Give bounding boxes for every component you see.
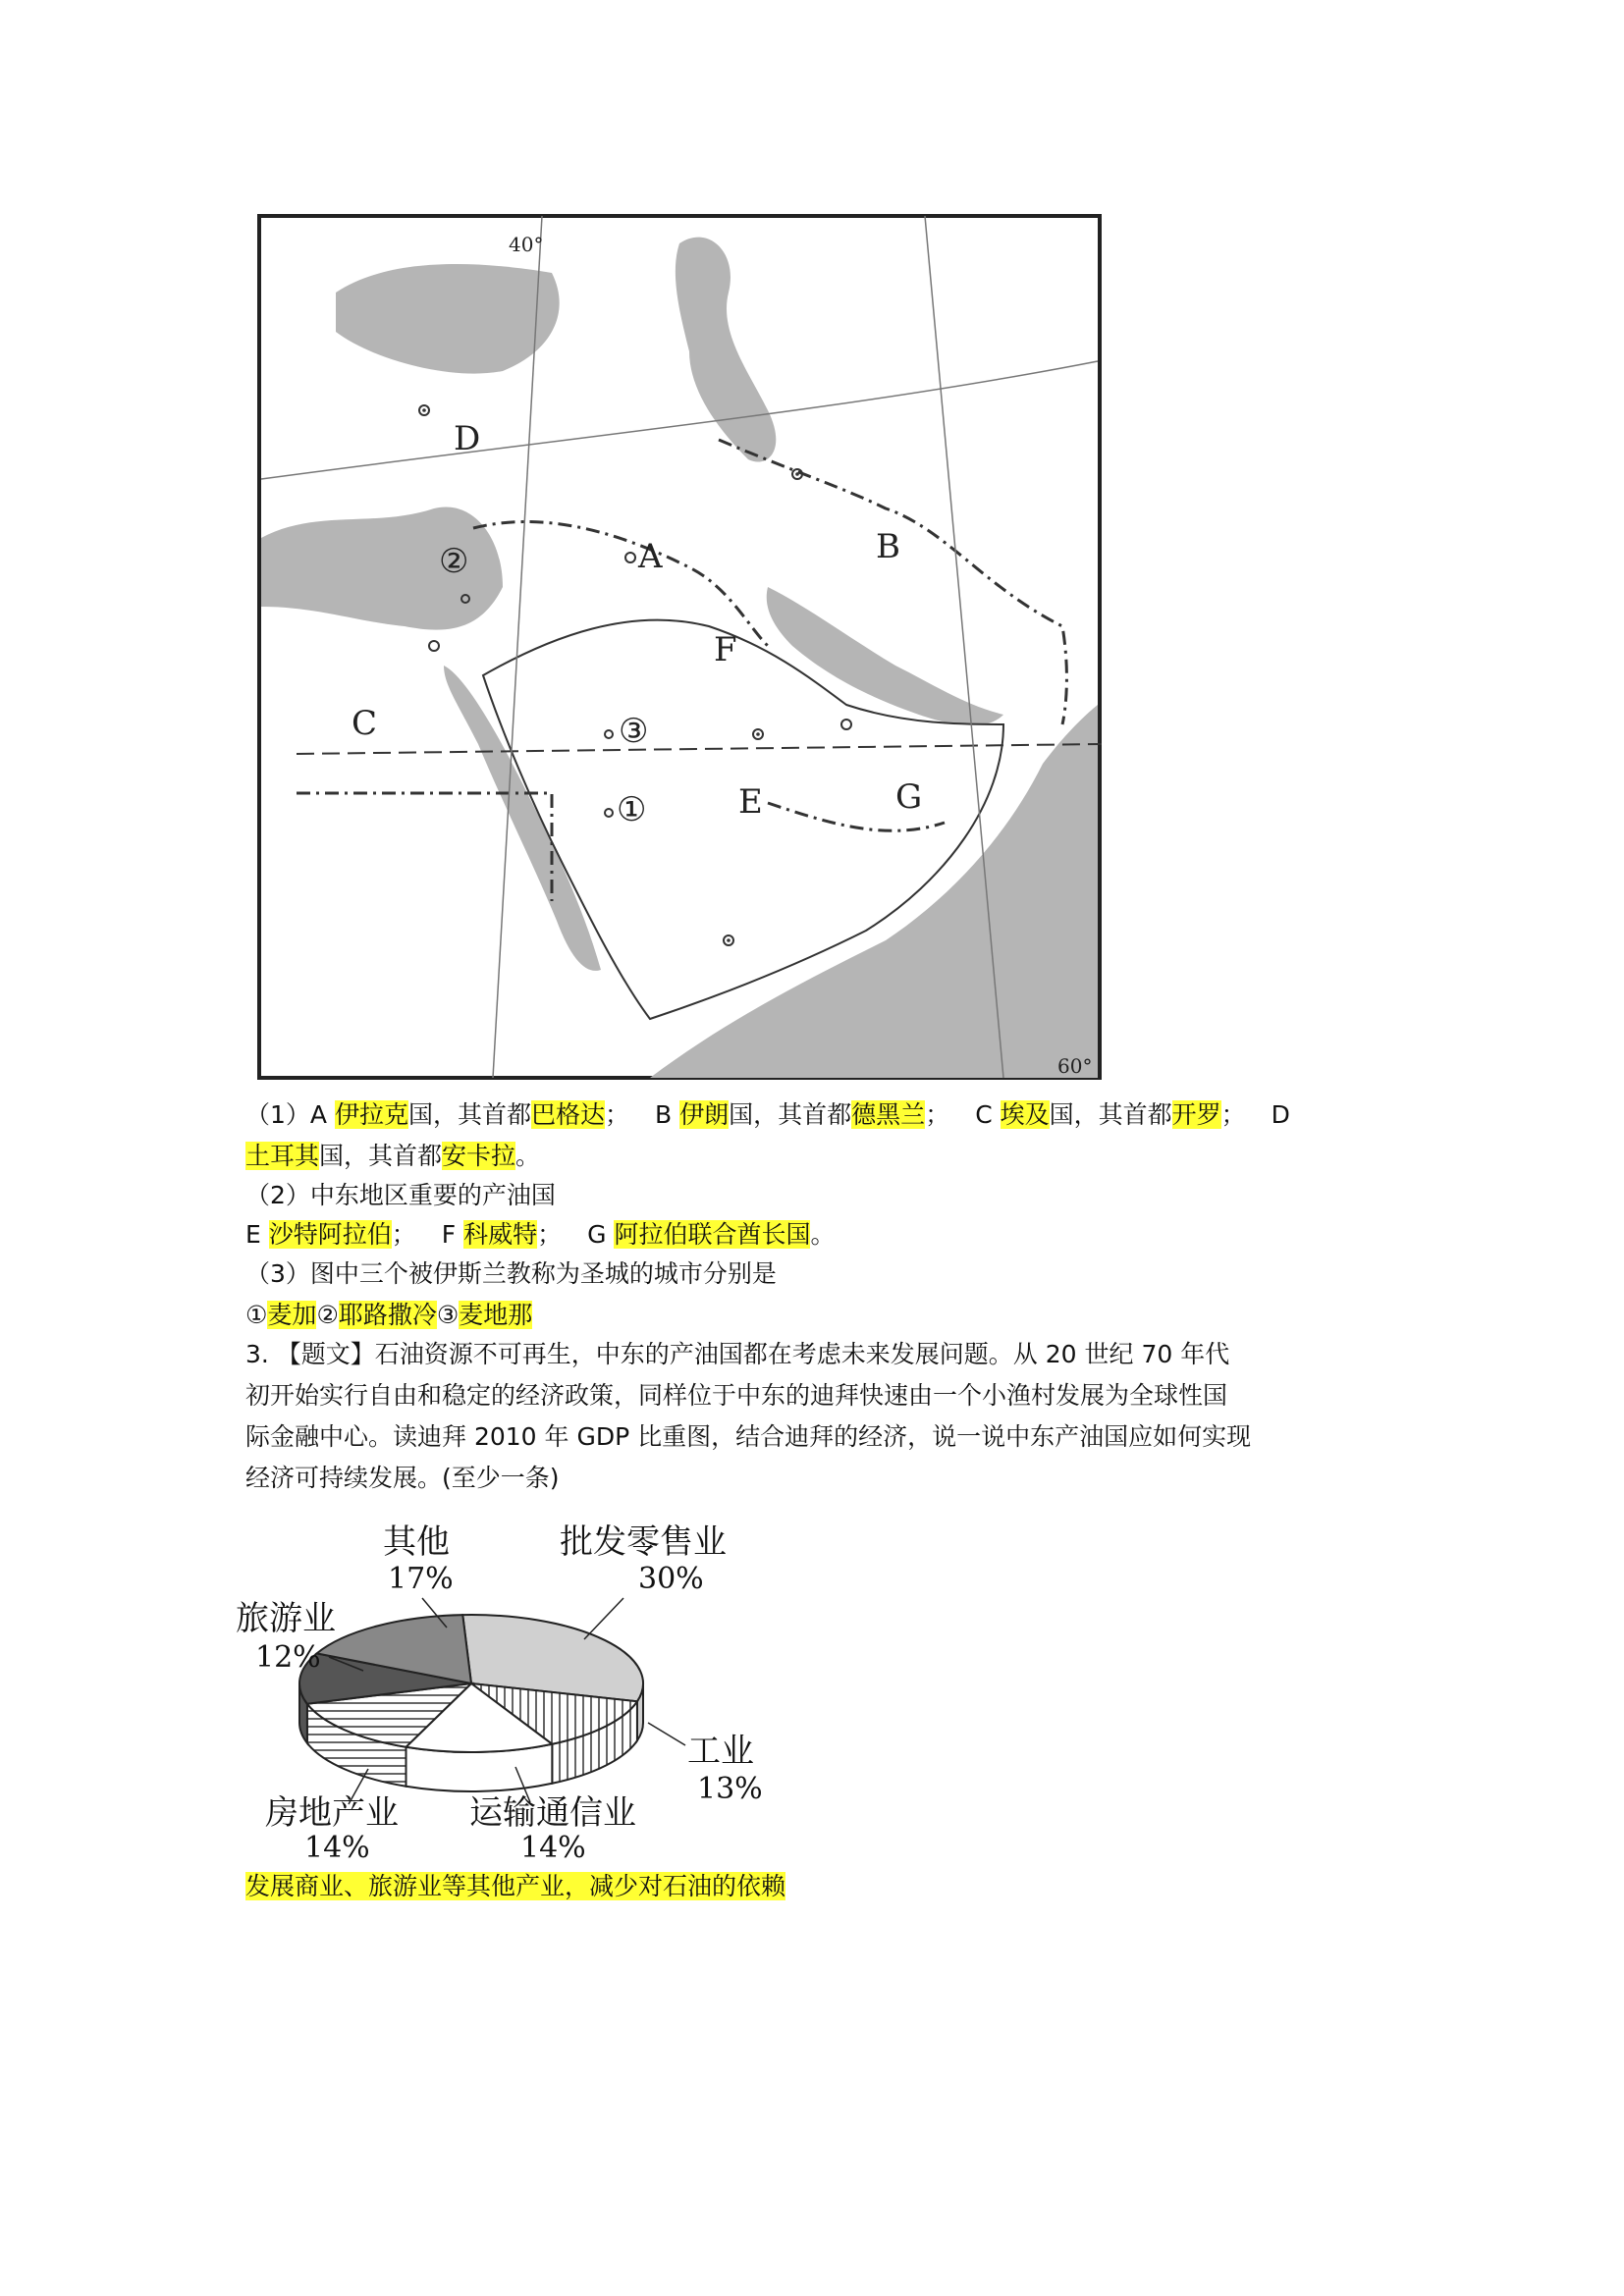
pie-value-4: 12% <box>255 1640 321 1675</box>
pie-value-1: 13% <box>697 1772 763 1806</box>
pie-label-2: 运输通信业 <box>469 1793 636 1833</box>
map-label-b: B <box>876 527 900 566</box>
pie-group <box>299 1615 643 1791</box>
q3-title: （3）图中三个被伊斯兰教称为圣城的城市分别是 <box>245 1259 777 1288</box>
pie-label-4: 旅游业 <box>236 1599 336 1638</box>
holy-city-marker-3: ③ <box>619 712 649 751</box>
answer-line <box>245 1869 785 1904</box>
answer-uae: 阿拉伯联合酋长国 <box>614 1220 811 1249</box>
pie-label-3: 房地产业 <box>265 1793 399 1833</box>
middle-east-map <box>257 214 1102 1080</box>
problem3-line2: 初开始实行自由和稳定的经济政策，同样位于中东的迪拜快速由一个小渔村发展为全球性国 <box>245 1381 1228 1410</box>
answer-mecca: 麦加 <box>267 1301 317 1329</box>
gdp-pie-chart <box>236 1512 785 1865</box>
answer-ankara: 安卡拉 <box>442 1142 516 1170</box>
pie-value-0: 30% <box>638 1562 704 1596</box>
map-label-c: C <box>352 704 378 743</box>
pie-label-0: 批发零售业 <box>560 1522 727 1562</box>
pie-label-5: 其他 <box>383 1522 450 1562</box>
q2-title: （2）中东地区重要的产油国 <box>245 1181 556 1209</box>
pie-value-3: 14% <box>304 1831 370 1865</box>
map-label-f: F <box>714 630 737 669</box>
holy-city-marker-1: ① <box>617 790 647 829</box>
pie-value-5: 17% <box>388 1562 454 1596</box>
answer-iran: 伊朗 <box>679 1100 730 1129</box>
corner-label: 60° <box>1057 1054 1093 1078</box>
holy-city-marker-2: ② <box>439 542 469 581</box>
answer-tehran: 德黑兰 <box>851 1100 926 1129</box>
pie-label-1: 工业 <box>687 1732 754 1771</box>
q1-line1: （1）A 伊拉克国，其首都巴格达； B 伊朗国，其首都德黑兰； C 埃及国，其首都开罗； D <box>245 1100 1290 1129</box>
q1-line2: 土耳其国，其首都安卡拉。 <box>245 1142 541 1170</box>
problem3-line4: 经济可持续发展。(至少一条) <box>245 1464 560 1492</box>
problem3-line3: 际金融中心。读迪拜 2010 年 GDP 比重图，结合迪拜的经济，说一说中东产油国应如何实现 <box>245 1422 1252 1451</box>
map-label-e: E <box>738 782 763 822</box>
answer-egypt: 埃及 <box>1000 1100 1050 1129</box>
problem3-line1: 3. 【题文】石油资源不可再生，中东的产油国都在考虑未来发展问题。从 20 世纪 70 年代 <box>245 1340 1230 1368</box>
answer-kuwait: 科威特 <box>463 1220 538 1249</box>
answer-baghdad: 巴格达 <box>531 1100 606 1129</box>
pie-value-2: 14% <box>520 1831 586 1865</box>
longitude-label: 40° <box>509 233 544 256</box>
map-label-a: A <box>638 537 663 576</box>
answer-turkey: 土耳其 <box>245 1142 320 1170</box>
pie-svg <box>236 1512 785 1865</box>
answer-jerusalem: 耶路撒冷 <box>338 1301 437 1329</box>
q2-answers: E 沙特阿拉伯； F 科威特； G 阿拉伯联合酋长国。 <box>245 1220 836 1249</box>
answer-cairo: 开罗 <box>1171 1100 1221 1129</box>
map-label-d: D <box>454 419 481 458</box>
answer-text: 发展商业、旅游业等其他产业，减少对石油的依赖 <box>245 1872 786 1900</box>
answer-iraq: 伊拉克 <box>334 1100 408 1129</box>
pie-leader-1 <box>648 1723 685 1745</box>
pie-leader-0 <box>584 1598 623 1639</box>
map-svg <box>257 214 1102 1080</box>
map-label-g: G <box>895 777 923 817</box>
answer-saudi: 沙特阿拉伯 <box>268 1220 392 1249</box>
q3-answers: ①麦加②耶路撒冷③麦地那 <box>245 1301 533 1329</box>
answer-medina: 麦地那 <box>459 1301 533 1329</box>
